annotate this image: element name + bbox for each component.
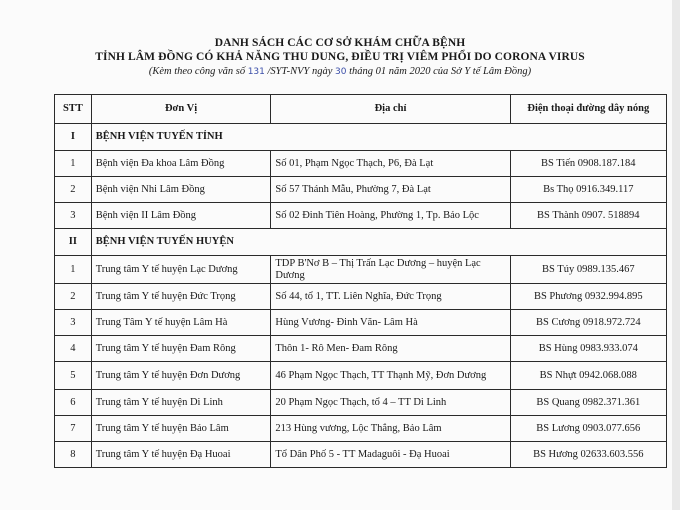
- table-row: [55, 390, 667, 416]
- row-address: 213 Hùng vương, Lộc Thắng, Bảo Lâm: [271, 416, 510, 442]
- row-phone: BS Tiến 0908.187.184: [510, 151, 666, 177]
- row-stt: 1: [55, 256, 92, 284]
- header-address: Địa chỉ: [271, 95, 510, 124]
- header-stt: STT: [55, 95, 92, 124]
- table-row: [55, 310, 667, 336]
- row-address: Số 02 Đinh Tiên Hoàng, Phường 1, Tp. Bảo Lộc: [271, 203, 510, 229]
- row-address: Tổ Dân Phố 5 - TT Madaguôi - Đạ Huoai: [271, 442, 510, 468]
- row-address: Hùng Vương- Đinh Văn- Lâm Hà: [271, 310, 510, 336]
- row-phone: BS Quang 0982.371.361: [510, 390, 666, 416]
- row-phone: BS Cương 0918.972.724: [510, 310, 666, 336]
- row-address: TDP B'Nơ B – Thị Trấn Lạc Dương – huyện Lạc Dương: [271, 256, 510, 284]
- row-stt: 3: [55, 310, 92, 336]
- row-phone: BS Túy 0989.135.467: [510, 256, 666, 284]
- row-unit: Trung tâm Y tế huyện Đam Rông: [91, 336, 271, 362]
- row-stt: 8: [55, 442, 92, 468]
- section-row-district: [55, 229, 667, 256]
- subtitle-part-1: (Kèm theo công văn số: [148, 66, 246, 77]
- table-row: [55, 336, 667, 362]
- handwritten-day: 30: [335, 67, 347, 77]
- row-unit: Trung tâm Y tế huyện Đơn Dương: [91, 362, 271, 390]
- header-unit: Đơn Vị: [91, 95, 271, 124]
- row-unit: Trung tâm Y tế huyện Lạc Dương: [91, 256, 271, 284]
- subtitle: [0, 66, 680, 77]
- section-number: I: [55, 124, 92, 151]
- row-phone: BS Hùng 0983.933.074: [510, 336, 666, 362]
- row-unit: Trung tâm Y tế huyện Đức Trọng: [91, 284, 271, 310]
- section-row-provincial: [55, 124, 667, 151]
- row-phone: BS Thành 0907. 518894: [510, 203, 666, 229]
- row-stt: 6: [55, 390, 92, 416]
- title-line-2: TỈNH LÂM ĐỒNG CÓ KHẢ NĂNG THU DUNG, ĐIỀU TRỊ VIÊM PHỔI DO CORONA VIRUS: [95, 51, 585, 63]
- row-phone: BS Nhựt 0942.068.088: [510, 362, 666, 390]
- row-unit: Bệnh viện Đa khoa Lâm Đồng: [91, 151, 271, 177]
- row-address: 46 Phạm Ngọc Thạch, TT Thạnh Mỹ, Đơn Dương: [271, 362, 510, 390]
- row-address: Số 01, Phạm Ngọc Thạch, P6, Đà Lạt: [271, 151, 510, 177]
- table-row: [55, 256, 667, 284]
- subtitle-part-3: tháng 01 năm 2020 của Sở Y tế Lâm Đồng): [349, 66, 532, 77]
- row-unit: Trung tâm Y tế huyện Đạ Huoai: [91, 442, 271, 468]
- row-stt: 3: [55, 203, 92, 229]
- table-row: [55, 362, 667, 390]
- section-title: BỆNH VIỆN TUYẾN HUYỆN: [91, 229, 666, 256]
- row-unit: Bệnh viện Nhi Lâm Đồng: [91, 177, 271, 203]
- handwritten-number: 131: [247, 67, 265, 77]
- row-stt: 1: [55, 151, 92, 177]
- table-row: [55, 284, 667, 310]
- row-phone: BS Hương 02633.603.556: [510, 442, 666, 468]
- row-unit: Trung Tâm Y tế huyện Lâm Hà: [91, 310, 271, 336]
- row-phone: Bs Thọ 0916.349.117: [510, 177, 666, 203]
- row-stt: 2: [55, 284, 92, 310]
- table-row: [55, 442, 667, 468]
- table-row: [55, 203, 667, 229]
- section-title: BỆNH VIỆN TUYẾN TỈNH: [91, 124, 666, 151]
- row-phone: BS Phương 0932.994.895: [510, 284, 666, 310]
- row-stt: 5: [55, 362, 92, 390]
- subtitle-part-2: /SYT-NVY ngày: [267, 66, 333, 77]
- table-row: [55, 416, 667, 442]
- row-address: Số 57 Thánh Mẫu, Phường 7, Đà Lạt: [271, 177, 510, 203]
- row-phone: BS Lương 0903.077.656: [510, 416, 666, 442]
- title-line-1: DANH SÁCH CÁC CƠ SỞ KHÁM CHỮA BỆNH: [214, 37, 466, 49]
- row-unit: Bệnh viện II Lâm Đồng: [91, 203, 271, 229]
- facility-table: [54, 94, 667, 468]
- row-stt: 4: [55, 336, 92, 362]
- table-row: [55, 177, 667, 203]
- header-phone: Điện thoại đường dây nóng: [510, 95, 666, 124]
- row-address: Thôn 1- Rô Men- Đam Rông: [271, 336, 510, 362]
- row-unit: Trung tâm Y tế huyện Bảo Lâm: [91, 416, 271, 442]
- row-address: 20 Phạm Ngọc Thạch, tổ 4 – TT Di Linh: [271, 390, 510, 416]
- table-row: [55, 151, 667, 177]
- table-header-row: [55, 95, 667, 124]
- row-unit: Trung tâm Y tế huyện Di Linh: [91, 390, 271, 416]
- row-stt: 2: [55, 177, 92, 203]
- section-number: II: [55, 229, 92, 256]
- row-stt: 7: [55, 416, 92, 442]
- row-address: Số 44, tổ 1, TT. Liên Nghĩa, Đức Trọng: [271, 284, 510, 310]
